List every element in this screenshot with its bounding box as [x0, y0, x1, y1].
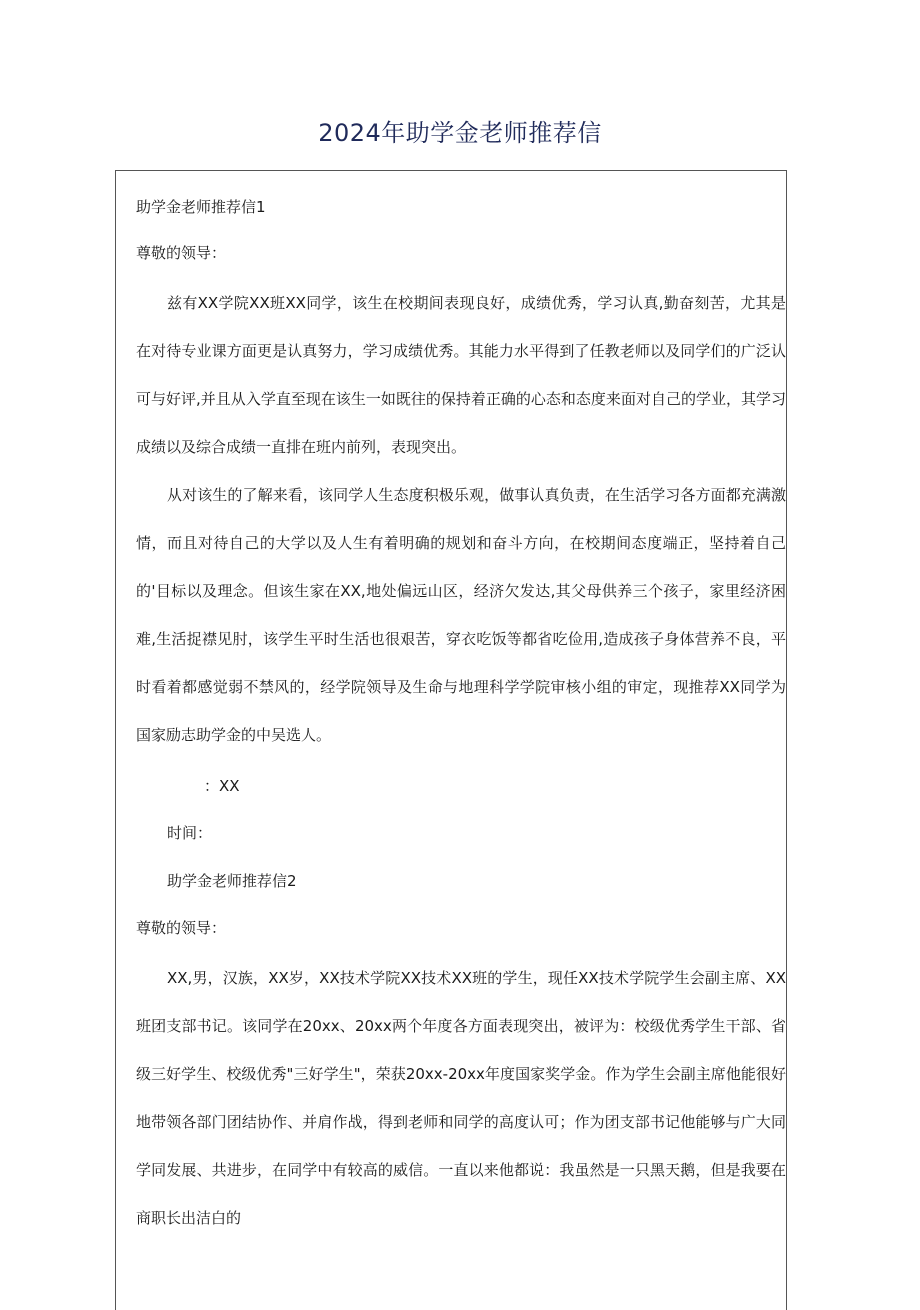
letter1-heading: 助学金老师推荐信1 — [136, 198, 266, 216]
letter1-time-label: 时间： — [167, 824, 213, 842]
letter-content-box — [115, 170, 787, 1310]
letter2-paragraph-1: XX,男，汉族，XX岁，XX技术学院XX技术XX班的学生，现任XX技术学院学生会副主席、XX班团支部书记。该同学在20xx、20xx两个年度各方面表现突出，被评为：校级优秀学生干部、省级三好学生、校级优秀"三好学生"，荣获20xx-20xx年度国家奖学金。作为学生会副主席他能很好地带领各部门团结协作、并肩作战，得到老师和同学的高度认可；作为团支部书记他能够与广大同学同发展、共进步，在同学中有较高的威信。一直以来他都说：我虽然是一只黑天鹅，但是我要在商职长出洁白的 — [136, 969, 786, 1227]
letter1-paragraph-2: 从对该生的了解来看，该同学人生态度积极乐观，做事认真负责，在生活学习各方面都充满激情，而且对待自己的大学以及人生有着明确的规划和奋斗方向，在校期间态度端正，坚持着自己的'目标以及理念。但该生家在XX,地处偏远山区，经济欠发达,其父母供养三个孩子，家里经济困难,生活捉襟见肘，该学生平时生活也很艰苦，穿衣吃饭等都省吃俭用,造成孩子身体营养不良，平时看着都感觉弱不禁风的，经学院领导及生命与地理科学学院审核小组的审定，现推荐XX同学为国家励志助学金的中吴选人。 — [136, 486, 786, 744]
letter1-paragraph-1: 兹有XX学院XX班XX同学，该生在校期间表现良好，成绩优秀，学习认真,勤奋刻苦，尤其是在对待专业课方面更是认真努力，学习成绩优秀。其能力水平得到了任教老师以及同学们的广泛认可与好评,并且从入学直至现在该生一如既往的保持着正确的心态和态度来面对自己的学业，其学习成绩以及综合成绩一直排在班内前列，表现突出。 — [136, 294, 786, 456]
letter2-salutation: 尊敬的领导： — [136, 919, 227, 937]
letter1-salutation: 尊敬的领导： — [136, 244, 227, 262]
letter1-signature: ：XX — [204, 777, 240, 795]
document-title: 2024年助学金老师推荐信 — [318, 119, 602, 147]
letter2-heading: 助学金老师推荐信2 — [167, 872, 297, 890]
